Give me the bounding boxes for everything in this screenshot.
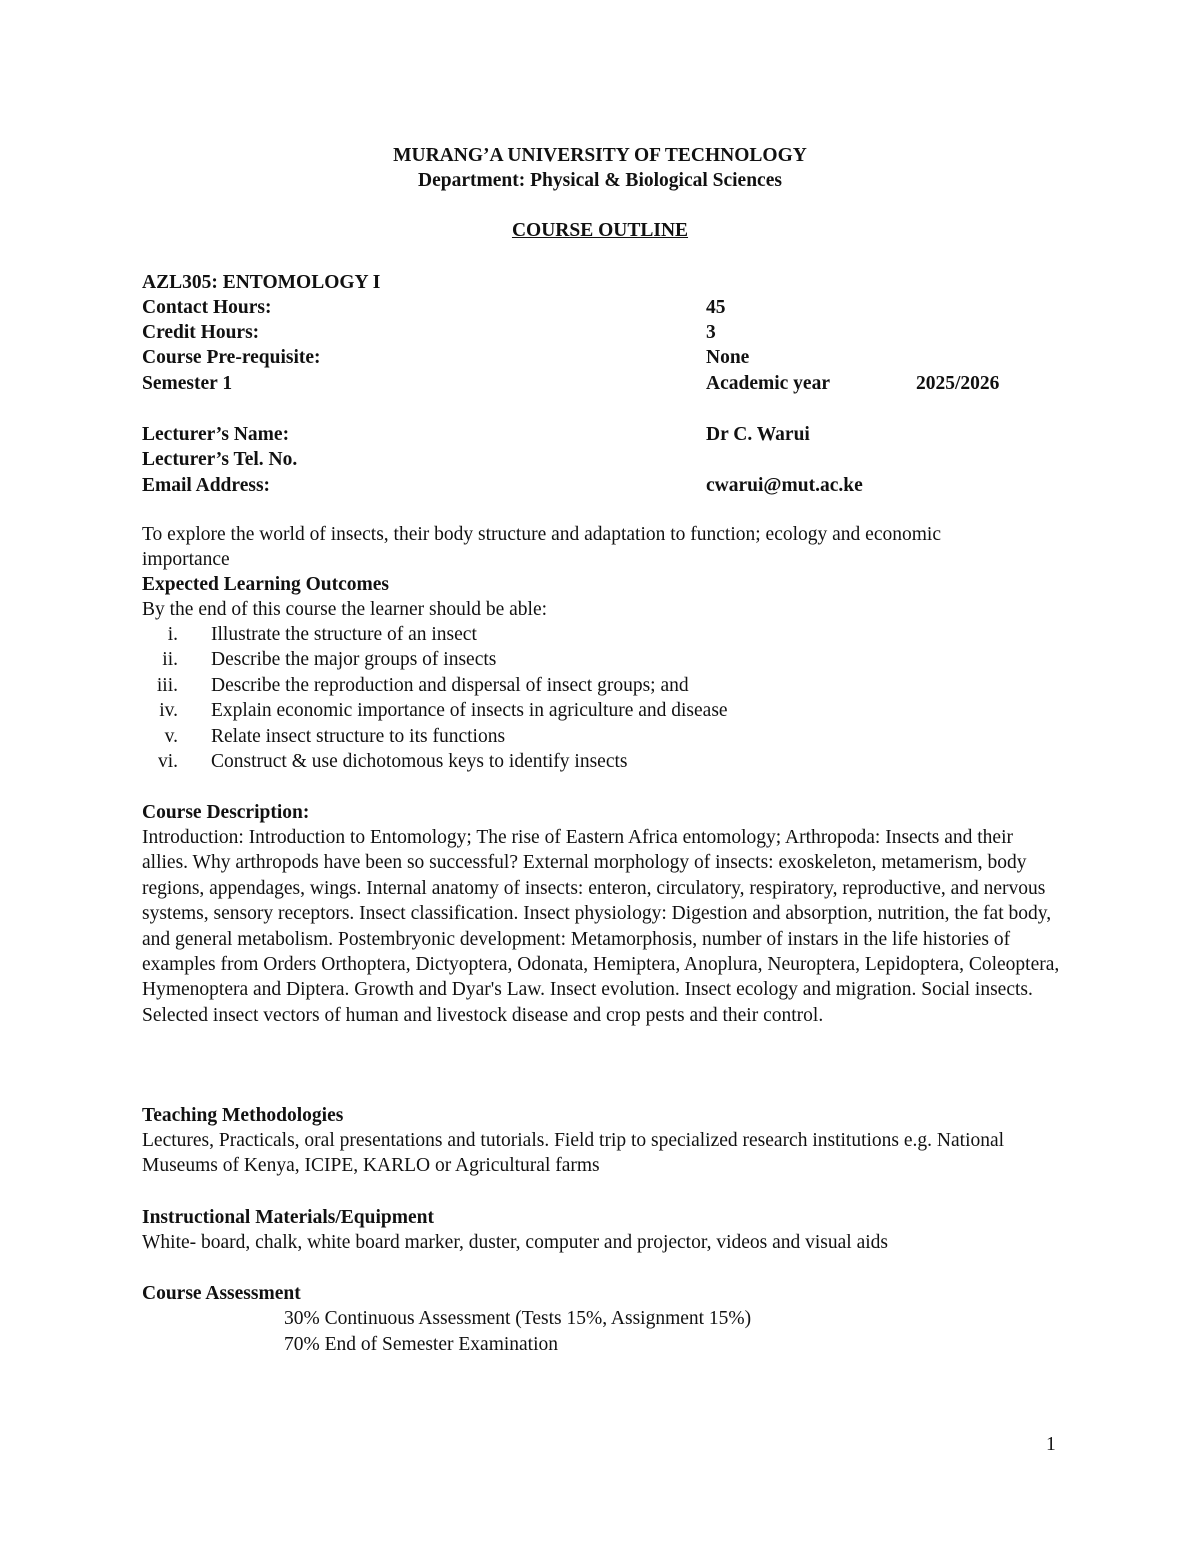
teaching-text: Lectures, Practicals, oral presentations and tutorials. Field trip to specialized research institutions e.g. National Museums of Kenya, ICIPE, KARLO or Agricultural farms (142, 1130, 1005, 1177)
prereq-label: Course Pre-requisite: (142, 347, 321, 368)
doc-title: COURSE OUTLINE (511, 220, 689, 241)
course-purpose: To explore the world of insects, their body structure and adaptation to function; ecology and economic importance (142, 524, 941, 571)
contact-hours-label: Contact Hours: (142, 297, 272, 318)
description-text: Introduction: Introduction to Entomology; The rise of Eastern Africa entomology; Arthropoda: Insects and their allies. Why arthropods have been so successful? External morphology of insects: exoskeleton, metamerism, body regions, appendages, wings. Internal anatomy of insects: enteron, circulatory, respiratory, reproductive, and nervous systems, sensory receptors. Insect classification. Insect physiology: Digestion and absorption, nutrition, the fat body, and general metabolism. Postembryonic development: Metamorphosis, number of instars in the life histories of examples from Orders Orthoptera, Dictyoptera, Odonata, Hemiptera, Anoplura, Neuroptera, Lepidoptera, Coleoptera, Hymenoptera and Diptera. Growth and Dyar's Law. Insect evolution. Insect ecology and migration. Social insects. Selected insect vectors of human and livestock disease and crop pests and their control. (142, 827, 1060, 1026)
assessment-continuous: 30% Continuous Assessment (Tests 15%, Assignment 15%) (284, 1308, 752, 1329)
course-code-title: AZL305: ENTOMOLOGY I (142, 272, 381, 293)
semester-label: Semester 1 (142, 373, 233, 394)
university-name: MURANG’A UNIVERSITY OF TECHNOLOGY (393, 145, 807, 166)
department-name: Department: Physical & Biological Sciences (418, 170, 782, 191)
credit-hours-label: Credit Hours: (142, 322, 260, 343)
academic-year-label: Academic year (706, 373, 830, 394)
materials-text: White- board, chalk, white board marker, duster, computer and projector, videos and visual aids (142, 1232, 888, 1253)
list-item-number: ii. (162, 649, 178, 671)
email-value[interactable]: cwarui@mut.ac.ke (706, 475, 863, 496)
academic-year-value: 2025/2026 (916, 373, 1000, 394)
lecturer-name-value: Dr C. Warui (706, 424, 810, 445)
list-item (142, 622, 477, 647)
materials-heading: Instructional Materials/Equipment (142, 1207, 434, 1228)
lecturer-name-label: Lecturer’s Name: (142, 424, 290, 445)
list-item-text: Explain economic importance of insects in agriculture and disease (211, 700, 728, 722)
list-item-number: i. (167, 624, 178, 645)
email-label: Email Address: (142, 475, 271, 496)
list-item (142, 749, 628, 774)
teaching-heading: Teaching Methodologies (142, 1105, 344, 1126)
list-item (142, 698, 728, 723)
lecturer-tel-label: Lecturer’s Tel. No. (142, 449, 298, 470)
list-item (142, 647, 497, 672)
list-item-text: Illustrate the structure of an insect (211, 624, 477, 645)
assessment-heading: Course Assessment (142, 1283, 301, 1304)
outcomes-intro: By the end of this course the learner should be able: (142, 599, 548, 620)
outcomes-list (142, 622, 728, 774)
list-item-text: Relate insect structure to its functions (211, 725, 506, 747)
list-item (142, 724, 506, 749)
doc-title-wrap (0, 218, 1200, 243)
list-item-number: vi. (157, 750, 178, 772)
description-heading: Course Description: (142, 802, 310, 823)
list-item-number: iv. (159, 700, 178, 722)
contact-hours-value: 45 (706, 297, 726, 318)
list-item-text: Describe the major groups of insects (211, 649, 497, 671)
outcomes-heading: Expected Learning Outcomes (142, 574, 389, 595)
list-item-text: Describe the reproduction and dispersal of insect groups; and (211, 674, 689, 696)
list-item-text: Construct & use dichotomous keys to identify insects (211, 750, 628, 772)
credit-hours-value: 3 (706, 322, 716, 343)
list-item-number: iii. (156, 674, 178, 696)
assessment-exam: 70% End of Semester Examination (284, 1334, 559, 1355)
list-item (142, 673, 689, 698)
prereq-value: None (706, 347, 750, 368)
list-item-number: v. (164, 725, 178, 747)
page-number: 1 (1046, 1434, 1056, 1455)
